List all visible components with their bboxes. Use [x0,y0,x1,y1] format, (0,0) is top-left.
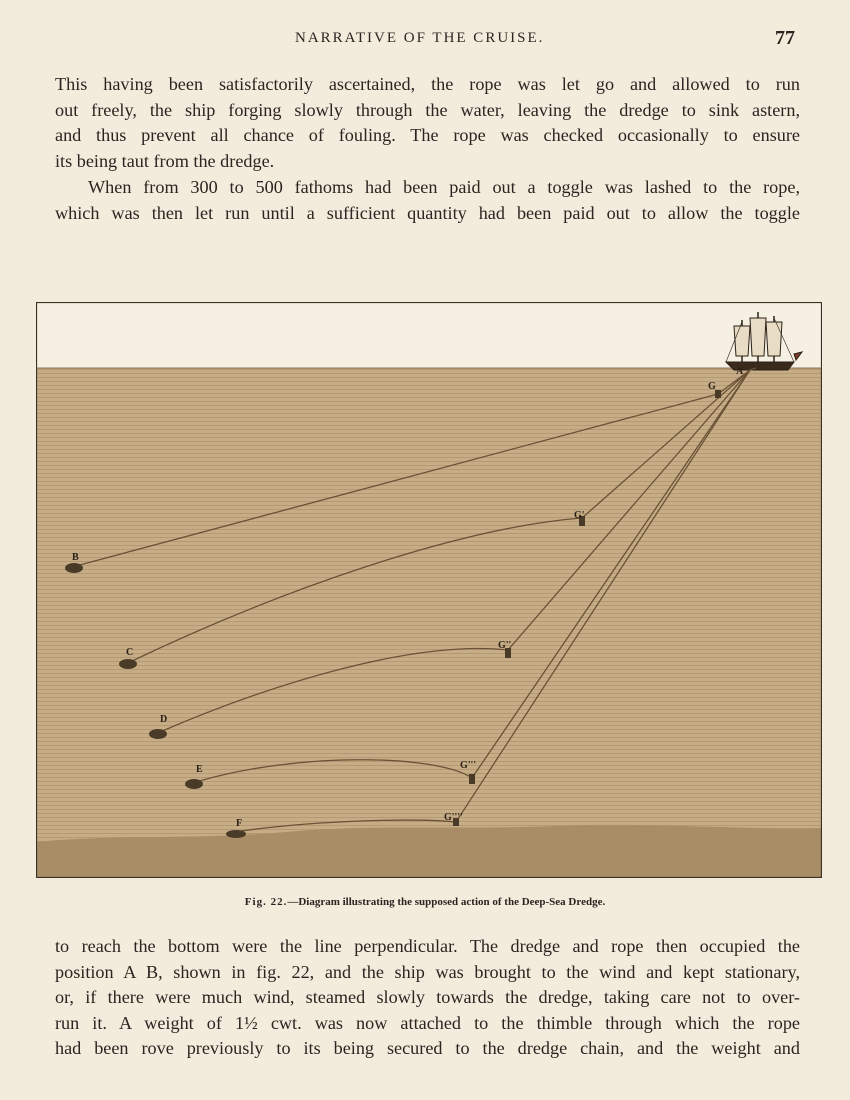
text-line: out freely, the ship forging slowly through the water, leaving the dredge to sink astern, [55,99,800,120]
text-line: When from 300 to 500 fathoms had been paid out a toggle was lashed to the rope, [88,177,800,197]
paragraph-top-1 [55,72,800,174]
label-c: C [126,647,134,658]
sea [36,368,822,878]
label-e: E [196,764,203,775]
text-line: had been rove previously to its being secured to the dredge chain, and the weight and [55,1038,800,1059]
paragraph-bottom [55,934,800,1062]
toggle-g-icon [715,390,721,398]
label-g1: G' [574,510,585,521]
toggle-g3-icon [469,774,475,784]
figure-label: Fig. 22. [244,896,288,908]
text-line: or, if there were much wind, steamed slowly towards the dredge, taking care not to over- [55,987,800,1008]
text-line: and thus prevent all chance of fouling. The rope was checked occasionally to ensure [55,125,800,146]
paragraph-top-2 [55,175,800,226]
dredge-e-icon [185,779,203,789]
figure-caption [0,896,850,908]
label-b: B [72,552,79,563]
dredge-f-icon [226,830,246,838]
running-title: NARRATIVE OF THE CRUISE. [295,30,545,46]
running-head [0,27,850,52]
dredge-d-icon [149,729,167,739]
figure-22 [36,302,822,878]
text-line: its being taut from the dredge. [55,150,275,171]
text-line: to reach the bottom were the line perpendicular. The dredge and rope then occupied the [55,936,800,956]
dredge-diagram [36,302,822,878]
label-f: F [236,818,243,829]
label-a: A [736,366,744,377]
text-line: This having been satisfactorily ascertained, the rope was let go and allowed to run [55,74,800,94]
page-number: 77 [775,27,795,49]
dredge-b-icon [65,563,83,573]
label-d: D [160,714,168,725]
caption-text: —Diagram illustrating the supposed action of the Deep-Sea Dredge. [287,896,606,908]
dredge-c-icon [119,659,137,669]
text-line: run it. A weight of 1½ cwt. was now attached to the thimble through which the rope [55,1012,800,1033]
label-g2: G'' [498,640,512,651]
label-g: G [708,381,716,392]
sky [36,302,822,368]
text-line: position A B, shown in fig. 22, and the ship was brought to the wind and kept stationary, [55,961,800,982]
text-line: which was then let run until a sufficient quantity had been paid out to allow the toggle [55,202,800,223]
label-g4: G'''' [444,812,463,823]
label-g3: G''' [460,760,477,771]
